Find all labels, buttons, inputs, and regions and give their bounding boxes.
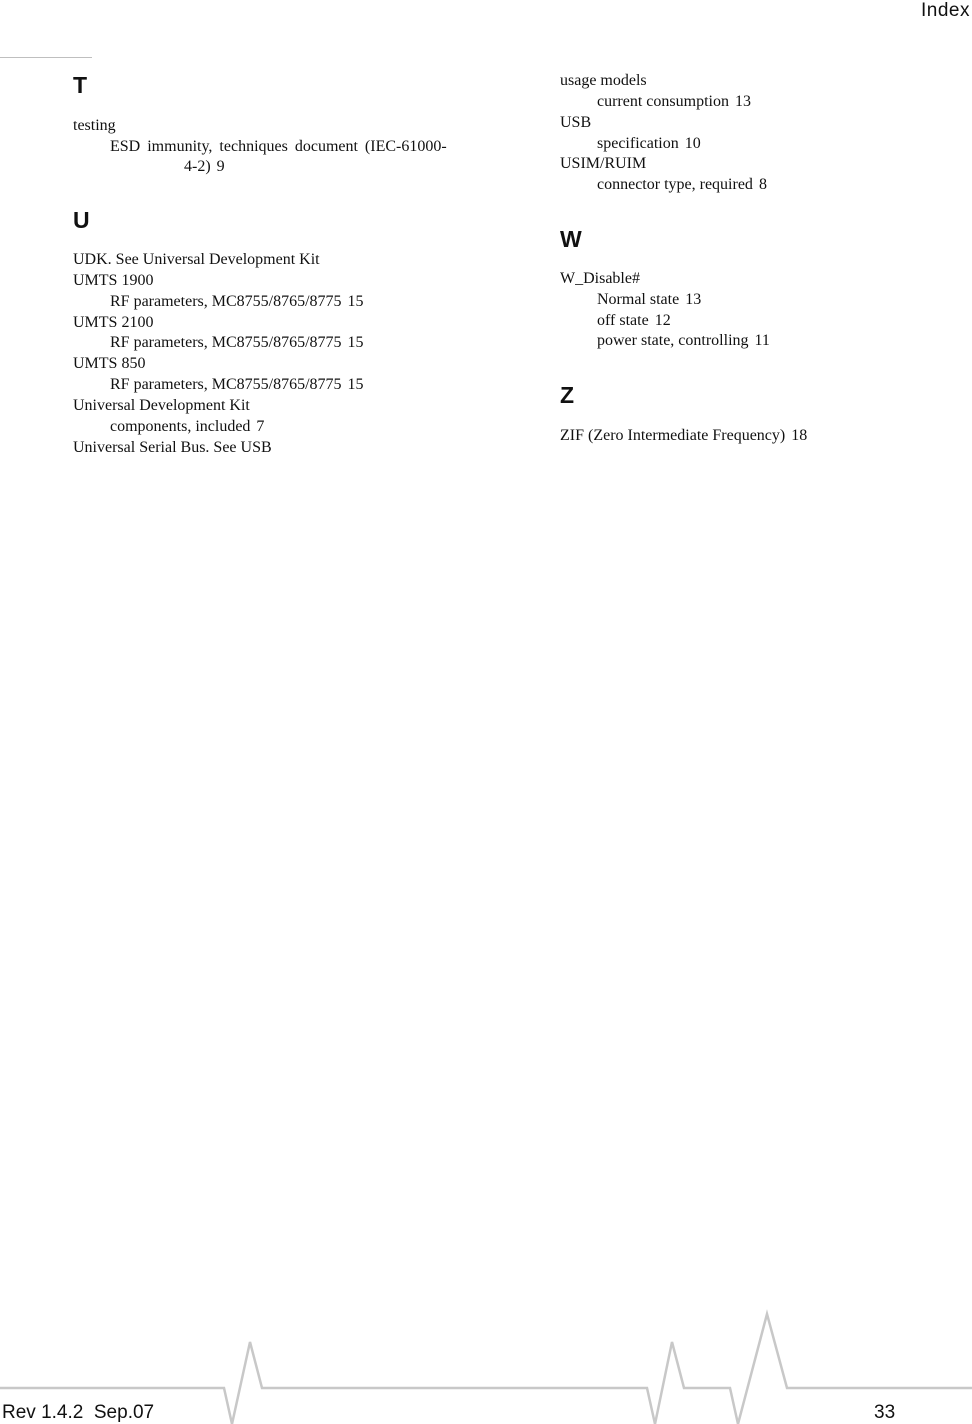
entry-term: current consumption	[597, 93, 729, 110]
index-entry	[73, 396, 250, 417]
entry-term: Universal Development Kit	[73, 397, 250, 414]
section-letter-t: T	[73, 72, 88, 98]
page-ref[interactable]: 10	[684, 135, 701, 152]
index-subentry	[73, 333, 364, 354]
entry-term[interactable]: UDK. See Universal Development Kit	[73, 251, 320, 268]
entry-term: testing	[73, 117, 116, 134]
page-ref[interactable]: 11	[754, 332, 770, 349]
entry-term: ESD immunity, techniques document (IEC-61000-	[110, 138, 447, 155]
entry-term: USIM/RUIM	[560, 155, 647, 172]
index-entry	[73, 438, 272, 459]
index-subentry	[73, 417, 264, 438]
index-subentry	[560, 134, 701, 155]
entry-term: RF parameters, MC8755/8765/8775	[110, 334, 342, 351]
index-subentry	[73, 137, 447, 158]
entry-term: UMTS 1900	[73, 272, 154, 289]
page-ref[interactable]: 12	[654, 312, 671, 329]
entry-term: ZIF (Zero Intermediate Frequency)	[560, 427, 786, 444]
entry-term: components, included	[110, 418, 251, 435]
page-ref[interactable]: 7	[256, 418, 265, 435]
index-subentry	[560, 290, 701, 311]
index-entry	[560, 426, 807, 447]
page-ref[interactable]: 15	[347, 293, 364, 310]
entry-term: connector type, required	[597, 176, 753, 193]
section-letter-u: U	[73, 207, 90, 233]
entry-term: off state	[597, 312, 649, 329]
index-subentry	[73, 292, 364, 313]
index-subentry	[560, 175, 767, 196]
header-rule	[0, 57, 92, 58]
entry-term[interactable]: Universal Serial Bus. See USB	[73, 439, 272, 456]
index-entry	[560, 71, 647, 92]
index-entry	[560, 113, 591, 134]
footer-page-number: 33	[874, 1402, 896, 1423]
index-subentry	[73, 375, 364, 396]
entry-term: RF parameters, MC8755/8765/8775	[110, 293, 342, 310]
entry-term: UMTS 850	[73, 355, 146, 372]
index-entry	[73, 354, 145, 375]
page-ref[interactable]: 15	[347, 334, 364, 351]
entry-term: power state, controlling	[597, 332, 749, 349]
index-entry	[560, 154, 646, 175]
entry-term: Normal state	[597, 291, 680, 308]
entry-term: UMTS 2100	[73, 314, 154, 331]
entry-term: RF parameters, MC8755/8765/8775	[110, 376, 342, 393]
index-entry	[73, 116, 116, 137]
page-ref[interactable]: 13	[685, 291, 702, 308]
index-entry	[73, 271, 153, 292]
index-subentry	[560, 92, 751, 113]
entry-term: W_Disable#	[560, 270, 640, 287]
index-entry	[73, 250, 320, 271]
entry-term: 4-2)	[184, 158, 211, 175]
page-ref[interactable]: 8	[758, 176, 767, 193]
entry-term: specification	[597, 135, 679, 152]
page-ref[interactable]: 18	[791, 427, 808, 444]
index-subentry	[560, 311, 671, 332]
index-subentry-continuation	[73, 157, 225, 178]
index-subentry	[560, 331, 770, 352]
section-letter-z: Z	[560, 382, 575, 408]
footer-revision: Rev 1.4.2 Sep.07	[2, 1402, 155, 1423]
entry-term: usage models	[560, 72, 647, 89]
page-ref[interactable]: 15	[347, 376, 364, 393]
index-entry	[73, 313, 153, 334]
running-header: Index	[921, 0, 970, 21]
page-ref[interactable]: 9	[216, 158, 225, 175]
index-entry	[560, 269, 640, 290]
entry-term: USB	[560, 114, 592, 131]
section-letter-w: W	[560, 226, 582, 252]
page-ref[interactable]: 13	[734, 93, 751, 110]
